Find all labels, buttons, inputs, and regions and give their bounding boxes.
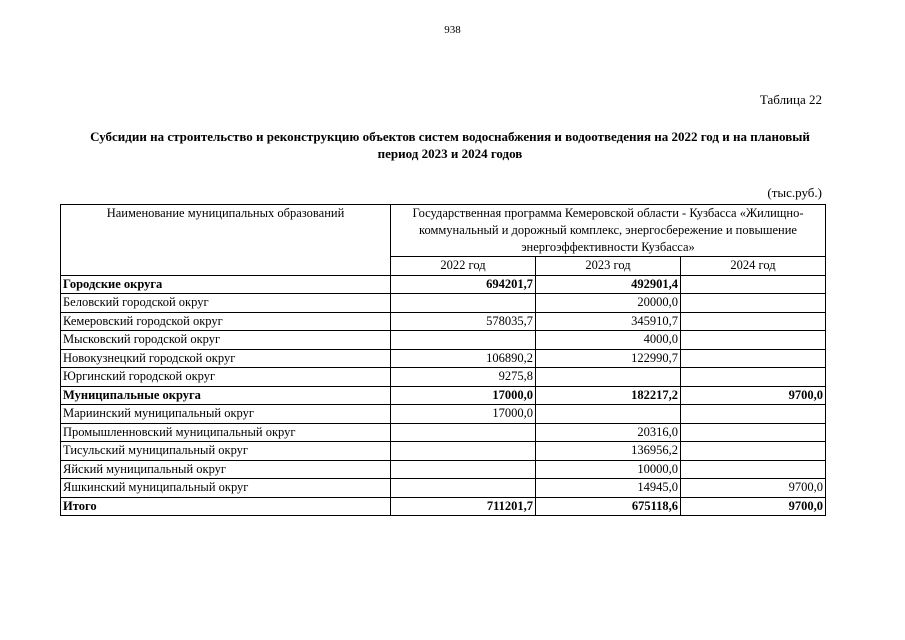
column-header-name: Наименование муниципальных образований [61, 205, 391, 276]
cell-name: Юргинский городской округ [61, 368, 391, 387]
cell-2024: 9700,0 [681, 386, 826, 405]
table-row [61, 386, 826, 405]
cell-name: Яйский муниципальный округ [61, 460, 391, 479]
cell-name: Тисульский муниципальный округ [61, 442, 391, 461]
cell-2022: 694201,7 [391, 275, 536, 294]
cell-2024 [681, 331, 826, 350]
document-title: Субсидии на строительство и реконструкцию объектов систем водоснабжения и водоотведения на 2022 год и на плановый период 2023 и 2024 годов [90, 129, 810, 161]
cell-2023: 345910,7 [536, 312, 681, 331]
table-row [61, 331, 826, 350]
cell-2024 [681, 442, 826, 461]
cell-2022 [391, 460, 536, 479]
cell-2023: 122990,7 [536, 349, 681, 368]
cell-2024 [681, 460, 826, 479]
table-row [61, 497, 826, 516]
cell-2024 [681, 349, 826, 368]
cell-2022 [391, 423, 536, 442]
cell-2022: 711201,7 [391, 497, 536, 516]
cell-2023: 20316,0 [536, 423, 681, 442]
page-number: 938 [444, 24, 461, 36]
cell-2023: 14945,0 [536, 479, 681, 498]
table-row [61, 405, 826, 424]
cell-2022 [391, 479, 536, 498]
cell-2024: 9700,0 [681, 497, 826, 516]
cell-2023 [536, 405, 681, 424]
table-row [61, 423, 826, 442]
cell-2023: 492901,4 [536, 275, 681, 294]
cell-name: Кемеровский городской округ [61, 312, 391, 331]
column-header-2022: 2022 год [391, 257, 536, 276]
cell-2024: 9700,0 [681, 479, 826, 498]
cell-name: Промышленновский муниципальный округ [61, 423, 391, 442]
cell-name: Муниципальные округа [61, 386, 391, 405]
cell-2023: 20000,0 [536, 294, 681, 313]
cell-2024 [681, 405, 826, 424]
cell-name: Итого [61, 497, 391, 516]
cell-2023: 182217,2 [536, 386, 681, 405]
table-row [61, 294, 826, 313]
subsidies-table [60, 204, 826, 516]
cell-2024 [681, 275, 826, 294]
cell-name: Беловский городской округ [61, 294, 391, 313]
cell-2022 [391, 442, 536, 461]
cell-2024 [681, 368, 826, 387]
table-row [61, 460, 826, 479]
cell-2022: 9275,8 [391, 368, 536, 387]
column-header-program: Государственная программа Кемеровской области - Кузбасса «Жилищно-коммунальный и дорожный комплекс, энергосбережение и повышение энергоэффективности Кузбасса» [391, 205, 826, 257]
cell-name: Мариинский муниципальный округ [61, 405, 391, 424]
table-row [61, 442, 826, 461]
cell-2023: 675118,6 [536, 497, 681, 516]
cell-2022: 106890,2 [391, 349, 536, 368]
column-header-2023: 2023 год [536, 257, 681, 276]
cell-name: Городские округа [61, 275, 391, 294]
cell-2024 [681, 294, 826, 313]
cell-2023: 10000,0 [536, 460, 681, 479]
cell-2022 [391, 294, 536, 313]
table-row [61, 275, 826, 294]
cell-name: Яшкинский муниципальный округ [61, 479, 391, 498]
cell-2023: 4000,0 [536, 331, 681, 350]
column-header-2024: 2024 год [681, 257, 826, 276]
cell-2022 [391, 331, 536, 350]
table-row [61, 368, 826, 387]
cell-name: Новокузнецкий городской округ [61, 349, 391, 368]
table-row [61, 479, 826, 498]
cell-2023: 136956,2 [536, 442, 681, 461]
table-body [61, 275, 826, 516]
table-row [61, 349, 826, 368]
cell-2022: 17000,0 [391, 405, 536, 424]
cell-2024 [681, 312, 826, 331]
cell-2023 [536, 368, 681, 387]
cell-name: Мысковский городской округ [61, 331, 391, 350]
table-label: Таблица 22 [759, 92, 822, 107]
units-label: (тыс.руб.) [767, 185, 822, 200]
cell-2022: 17000,0 [391, 386, 536, 405]
cell-2022: 578035,7 [391, 312, 536, 331]
cell-2024 [681, 423, 826, 442]
table-row [61, 312, 826, 331]
